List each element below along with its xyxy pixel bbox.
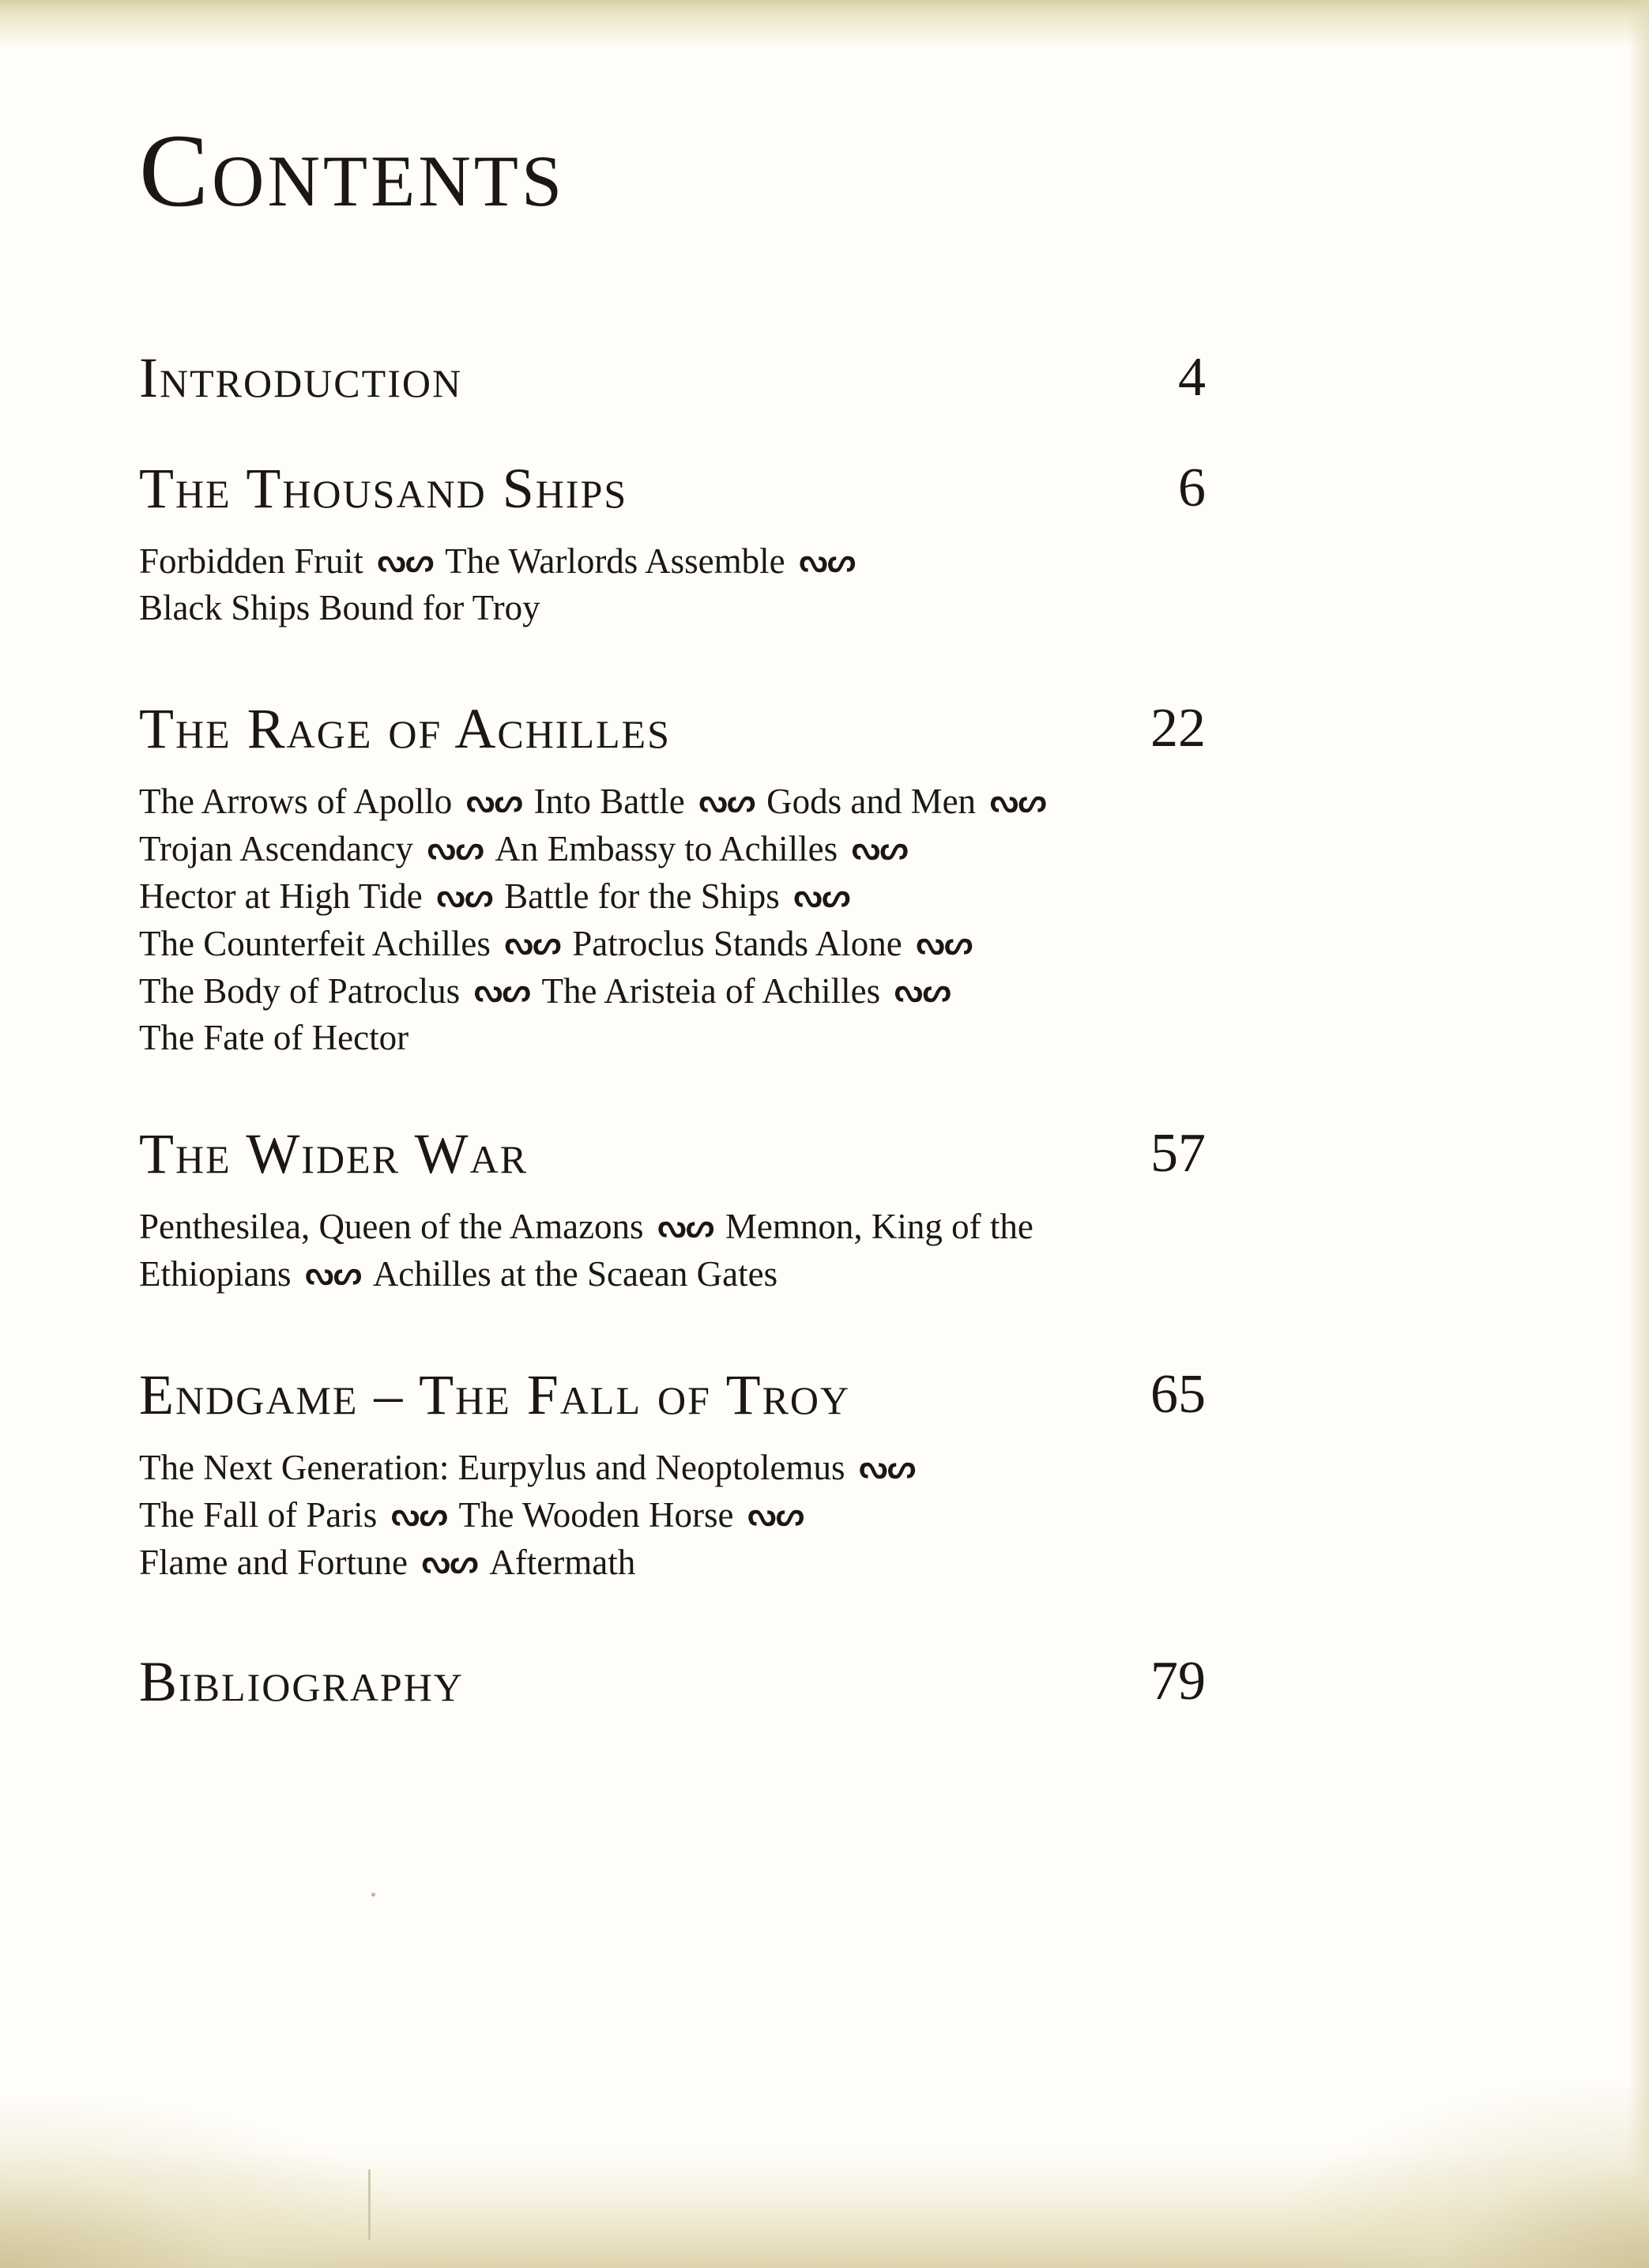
subsection-entry[interactable]: Flame and Fortune: [139, 1543, 408, 1582]
ornament-separator-icon: ᔓᔕ: [421, 1544, 479, 1580]
section-page-number: 57: [1150, 1123, 1206, 1184]
subsection-entry[interactable]: Aftermath: [489, 1543, 636, 1582]
ornament-separator-icon: ᔓᔕ: [799, 543, 856, 578]
section-head: [139, 1122, 1206, 1185]
toc-section-endgame[interactable]: [139, 1363, 1206, 1586]
subsection-list: [139, 1203, 1206, 1298]
section-title: The Thousand Ships: [139, 457, 628, 520]
section-title: The Rage of Achilles: [139, 697, 671, 760]
toc-section-introduction[interactable]: [139, 346, 1206, 409]
subsection-entry[interactable]: Gods and Men: [766, 782, 977, 821]
subsection-entry[interactable]: The Body of Patroclus: [139, 971, 461, 1011]
subsection-line: [139, 920, 1206, 967]
ornament-separator-icon: ᔓᔕ: [305, 1256, 362, 1291]
subsection-entry[interactable]: Penthesilea, Queen of the Amazons: [139, 1207, 644, 1246]
subsection-list: [139, 537, 1206, 631]
section-title: The Wider War: [139, 1122, 529, 1185]
ornament-separator-icon: ᔓᔕ: [377, 543, 435, 578]
subsection-entry[interactable]: The Aristeia of Achilles: [541, 971, 881, 1011]
subsection-entry[interactable]: Achilles at the Scaean Gates: [372, 1254, 778, 1294]
subsection-entry[interactable]: Trojan Ascendancy: [139, 829, 414, 868]
subsection-entry[interactable]: Hector at High Tide: [139, 876, 423, 916]
section-page-number: 4: [1178, 347, 1206, 408]
subsection-entry[interactable]: The Next Generation: Eurpylus and Neoptolemus: [139, 1448, 845, 1487]
subsection-line: [139, 585, 1206, 631]
subsection-line: [139, 967, 1206, 1015]
subsection-line: [139, 1015, 1206, 1061]
subsection-line: [139, 872, 1206, 920]
parchment-top-edge: [0, 0, 1649, 47]
page-title: Contents: [139, 112, 566, 228]
ornament-separator-icon: ᔓᔕ: [427, 831, 484, 866]
subsection-entry[interactable]: Black Ships Bound for Troy: [139, 588, 540, 627]
section-head: [139, 346, 1206, 409]
ornament-separator-icon: ᔓᔕ: [990, 783, 1047, 819]
ornament-separator-icon: ᔓᔕ: [852, 831, 909, 866]
section-page-number: 6: [1178, 458, 1206, 518]
subsection-list: [139, 778, 1206, 1061]
subsection-line: [139, 1539, 1206, 1586]
toc-section-wider-war[interactable]: [139, 1122, 1206, 1298]
ornament-separator-icon: ᔓᔕ: [657, 1208, 714, 1244]
subsection-entry[interactable]: The Counterfeit Achilles: [139, 924, 491, 963]
section-page-number: 79: [1150, 1651, 1206, 1712]
parchment-stain-left: [0, 2102, 411, 2268]
ornament-separator-icon: ᔓᔕ: [894, 973, 951, 1008]
subsection-line: [139, 537, 1206, 585]
ornament-separator-icon: ᔓᔕ: [436, 878, 494, 914]
ornament-separator-icon: ᔓᔕ: [859, 1449, 916, 1485]
subsection-entry[interactable]: The Fall of Paris: [139, 1495, 378, 1535]
ornament-separator-icon: ᔓᔕ: [504, 925, 562, 961]
section-page-number: 22: [1150, 698, 1206, 759]
subsection-entry[interactable]: Patroclus Stands Alone: [572, 924, 902, 963]
ornament-separator-icon: ᔓᔕ: [793, 878, 851, 914]
ornament-separator-icon: ᔓᔕ: [474, 973, 531, 1008]
crease-mark: [368, 2169, 371, 2240]
subsection-line: [139, 1491, 1206, 1539]
section-page-number: 65: [1150, 1364, 1206, 1425]
subsection-line: [139, 825, 1206, 872]
ornament-separator-icon: ᔓᔕ: [466, 783, 523, 819]
ornament-separator-icon: ᔓᔕ: [698, 783, 756, 819]
subsection-list: [139, 1444, 1206, 1586]
section-title: Introduction: [139, 346, 463, 409]
subsection-line: [139, 1444, 1206, 1491]
subsection-entry[interactable]: The Fate of Hector: [139, 1018, 409, 1057]
subsection-entry[interactable]: An Embassy to Achilles: [495, 829, 838, 868]
section-head: [139, 457, 1206, 520]
toc-section-bibliography[interactable]: [139, 1650, 1206, 1713]
subsection-line: [139, 778, 1206, 825]
section-title: Endgame – The Fall of Troy: [139, 1363, 851, 1426]
subsection-entry[interactable]: Forbidden Fruit: [139, 541, 363, 581]
ornament-separator-icon: ᔓᔕ: [747, 1497, 804, 1532]
subsection-entry[interactable]: The Warlords Assemble: [445, 541, 785, 581]
toc-section-thousand-ships[interactable]: [139, 457, 1206, 631]
ornament-separator-icon: ᔓᔕ: [391, 1497, 448, 1532]
subsection-line: [139, 1250, 1206, 1298]
parchment-stain-right: [1280, 2086, 1649, 2268]
toc-section-rage-of-achilles[interactable]: [139, 697, 1206, 1061]
section-head: [139, 1650, 1206, 1713]
subsection-entry[interactable]: Ethiopians: [139, 1254, 292, 1294]
section-head: [139, 1363, 1206, 1426]
subsection-entry[interactable]: Into Battle: [533, 782, 685, 821]
ornament-separator-icon: ᔓᔕ: [916, 925, 973, 961]
section-title: Bibliography: [139, 1650, 464, 1713]
section-head: [139, 697, 1206, 760]
subsection-entry[interactable]: Memnon, King of the: [725, 1207, 1033, 1246]
subsection-entry[interactable]: Battle for the Ships: [504, 876, 780, 916]
speck: [371, 1893, 375, 1897]
subsection-line: [139, 1203, 1206, 1250]
parchment-right-edge: [1628, 0, 1649, 2268]
subsection-entry[interactable]: The Wooden Horse: [458, 1495, 734, 1535]
subsection-entry[interactable]: The Arrows of Apollo: [139, 782, 453, 821]
